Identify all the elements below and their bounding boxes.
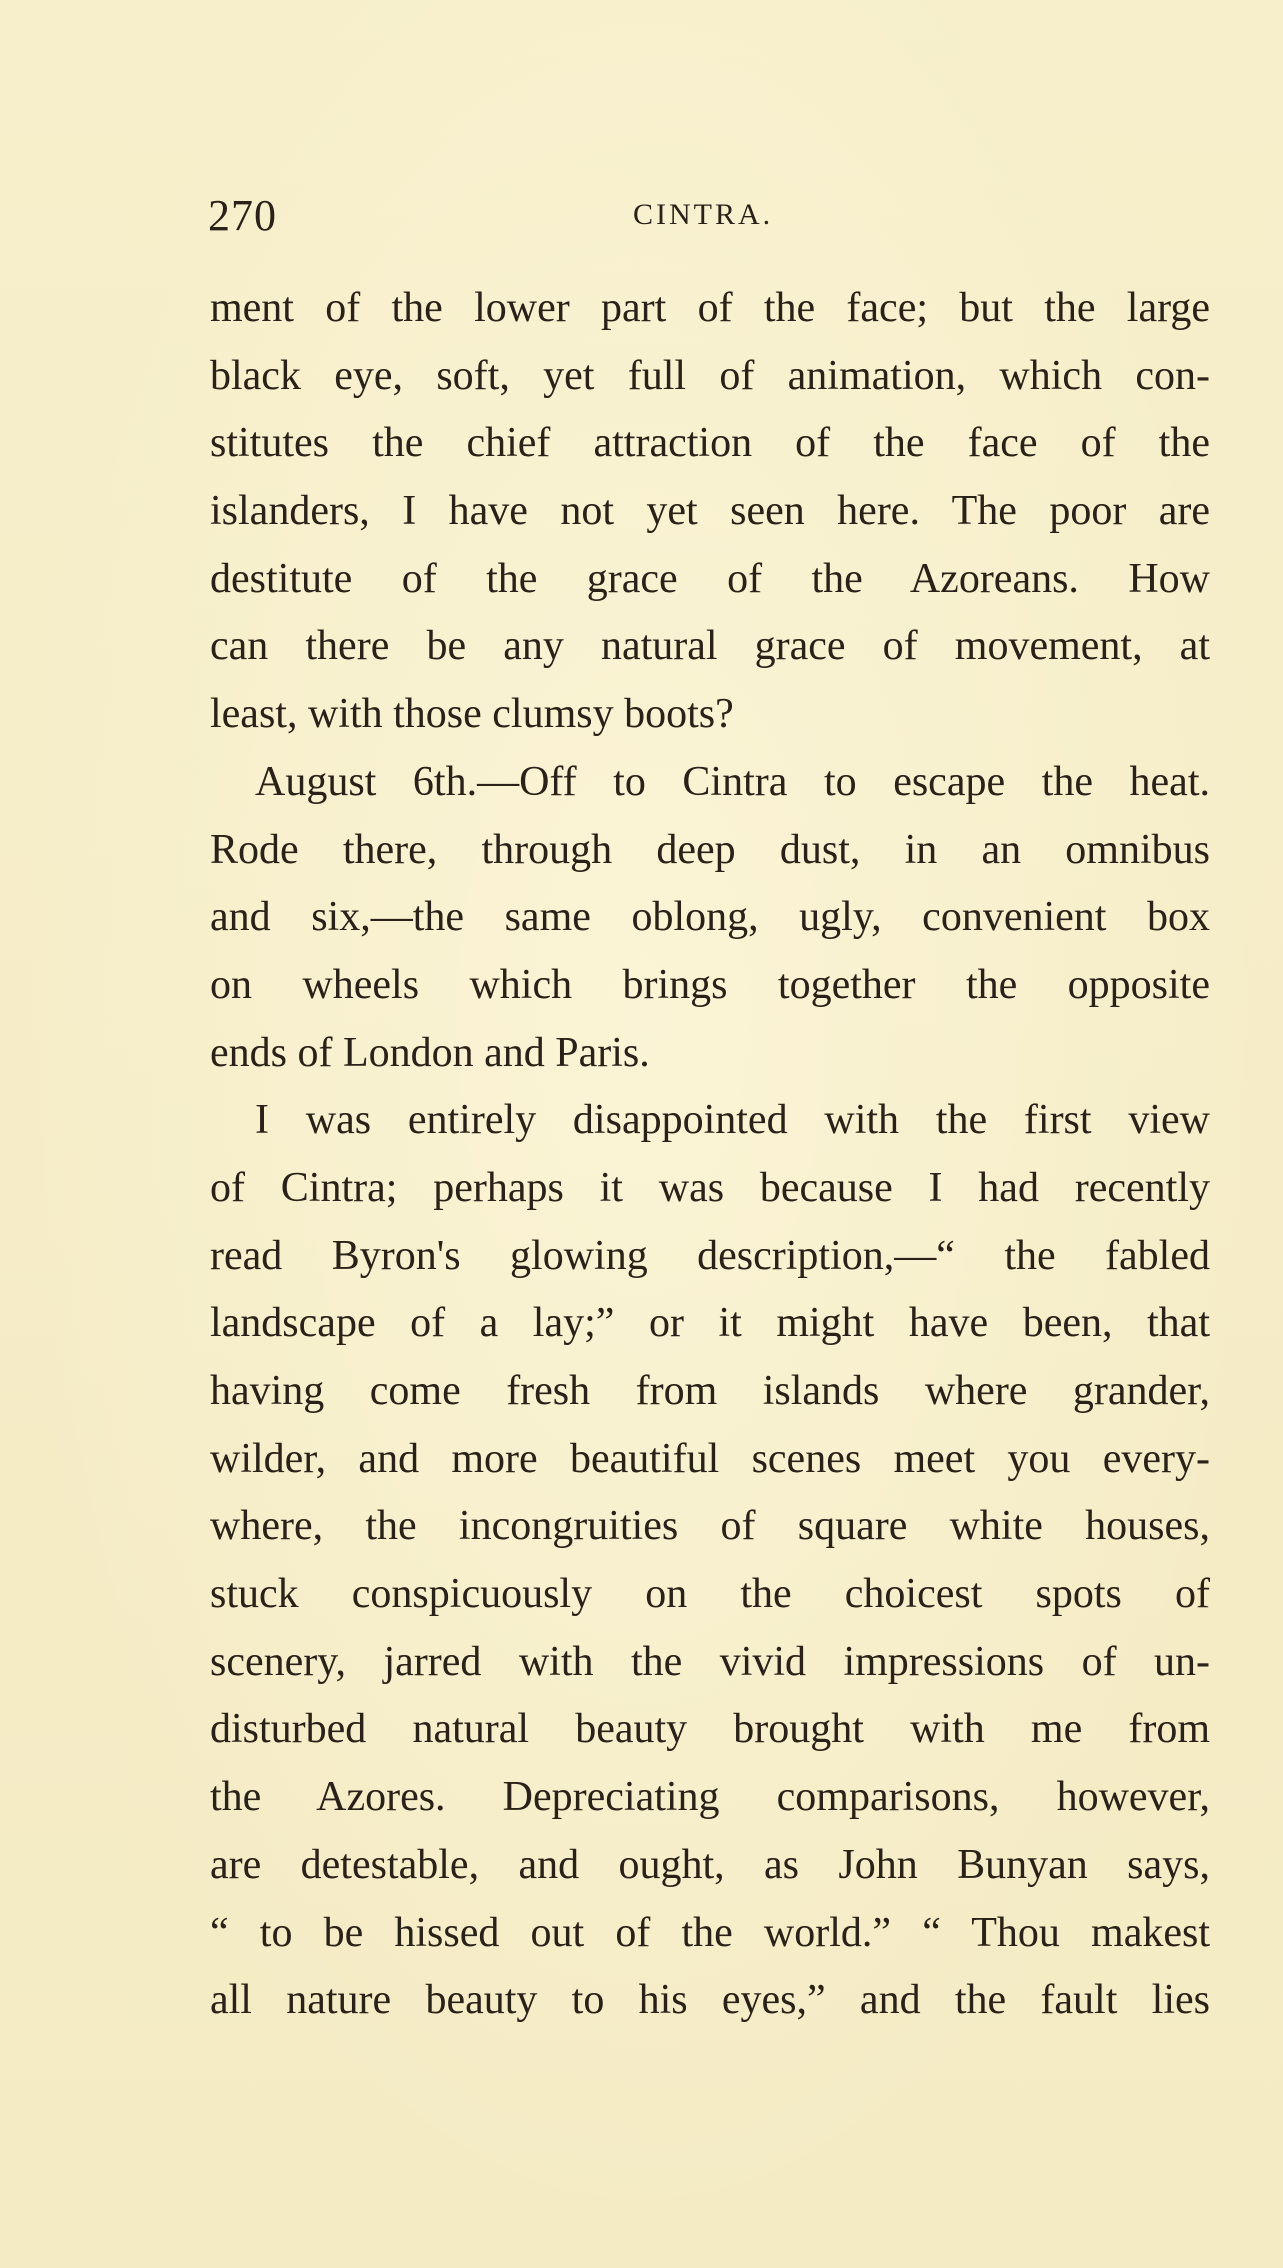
text-line: scenery, jarred with the vivid impressions of un- (210, 1638, 1210, 1685)
text-line: ends of London and Paris. (210, 1029, 650, 1076)
text-line: stitutes the chief attraction of the face of the (210, 420, 1210, 467)
text-line: ment of the lower part of the face; but the large (210, 285, 1210, 331)
page-number: 270 (208, 191, 277, 240)
text-line: destitute of the grace of the Azoreans. How (210, 555, 1210, 602)
text-line: Rode there, through deep dust, in an omnibus (210, 826, 1210, 873)
body-text (210, 275, 1210, 2035)
text-line: all nature beauty to his eyes,” and the fault lies (210, 1977, 1210, 2024)
text-line: of Cintra; perhaps it was because I had recently (210, 1164, 1210, 1211)
text-line: disturbed natural beauty brought with me from (210, 1706, 1210, 1753)
text-line: stuck conspicuously on the choicest spots of (210, 1571, 1210, 1618)
running-head: CINTRA. (633, 198, 774, 231)
text-line: and six,—the same oblong, ugly, convenient box (210, 894, 1210, 941)
text-line: landscape of a lay;” or it might have been, that (210, 1300, 1210, 1347)
paragraph-start-line: I was entirely disappointed with the first view (255, 1097, 1210, 1144)
text-line: black eye, soft, yet full of animation, which con- (210, 352, 1210, 399)
text-line: wilder, and more beautiful scenes meet you every- (210, 1435, 1210, 1482)
page-header (208, 190, 1208, 250)
text-line: on wheels which brings together the opposite (210, 961, 1210, 1008)
text-line: having come fresh from islands where grander, (210, 1368, 1210, 1414)
text-line: where, the incongruities of square white houses, (210, 1503, 1210, 1550)
text-line: least, with those clumsy boots? (210, 691, 734, 738)
text-line: the Azores. Depreciating comparisons, however, (210, 1774, 1210, 1821)
text-line: islanders, I have not yet seen here. The poor are (210, 488, 1210, 535)
paragraph-start-line: August 6th.—Off to Cintra to escape the heat. (255, 758, 1210, 805)
text-line: “ to be hissed out of the world.” “ Thou makest (210, 1909, 1210, 1956)
text-line: read Byron's glowing description,—“ the fabled (210, 1232, 1210, 1279)
text-line: can there be any natural grace of movement, at (210, 623, 1210, 670)
text-line: are detestable, and ought, as John Bunyan says, (210, 1841, 1210, 1888)
